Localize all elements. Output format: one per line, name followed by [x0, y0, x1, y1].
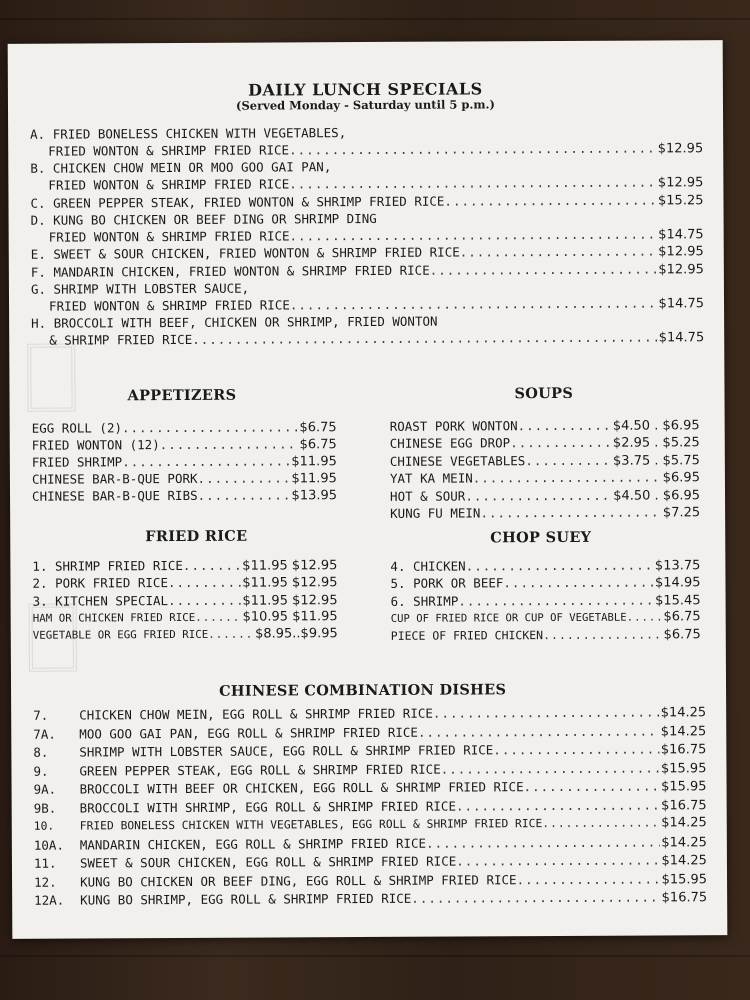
- item-name: CHINESE VEGETABLES: [389, 452, 526, 469]
- item-number: 7A.: [33, 726, 56, 742]
- wood-grain: [0, 955, 750, 957]
- item-price: $6.75: [663, 609, 701, 625]
- item-price: $11.95 $12.95: [242, 592, 338, 609]
- item-name: HAM OR CHICKEN FRIED RICE: [32, 610, 196, 625]
- dot-leader: [542, 814, 659, 832]
- item-number: 9B.: [33, 800, 57, 816]
- item-price: $12.95: [658, 244, 704, 260]
- item-price: $14.25: [660, 723, 707, 739]
- menu-item-row: [34, 888, 707, 910]
- item-name: BROCCOLI WITH BEEF OR CHICKEN, EGG ROLL & SHRIMP FRIED RICE: [79, 779, 524, 797]
- menu-page: [8, 40, 728, 939]
- item-price: $16.75: [661, 797, 707, 813]
- dot-leader: [444, 191, 656, 209]
- item-name: G. SHRIMP WITH LOBSTER SAUCE,: [30, 280, 250, 297]
- item-price: $2.95 . $5.25: [612, 435, 700, 452]
- item-name: 2. PORK FRIED RICE: [32, 575, 168, 592]
- item-price: $14.25: [661, 853, 707, 869]
- item-name: SWEET & SOUR CHICKEN, EGG ROLL & SHRIMP FRIED RICE: [79, 853, 457, 871]
- item-price: $12.95: [657, 175, 704, 191]
- item-name: FRIED WONTON (12): [31, 437, 160, 453]
- dot-leader: [510, 434, 611, 452]
- dot-leader: [289, 225, 656, 244]
- item-price: $14.25: [660, 705, 707, 721]
- item-name: 1. SHRIMP FRIED RICE: [32, 557, 183, 574]
- item-name: PIECE OF FRIED CHICKEN: [390, 627, 544, 643]
- dot-leader: [168, 574, 241, 591]
- item-name: SHRIMP WITH LOBSTER SAUCE, EGG ROLL & SHRIMP FRIED RICE: [79, 742, 494, 760]
- item-name: FRIED WONTON & SHRIMP FRIED RICE: [48, 228, 290, 245]
- item-name: FRIED SHRIMP: [31, 454, 123, 470]
- menu-item-row: [32, 486, 337, 506]
- dot-leader: [627, 610, 662, 627]
- dot-leader: [426, 833, 659, 851]
- dot-leader: [195, 609, 240, 626]
- item-price: $4.50 . $6.95: [612, 418, 700, 434]
- dot-leader: [289, 139, 656, 158]
- item-price: $11.95: [291, 454, 337, 470]
- dot-leader: [516, 870, 659, 888]
- soups-heading: SOUPS: [514, 384, 574, 403]
- dot-leader: [433, 703, 659, 721]
- item-name: FRIED BONELESS CHICKEN WITH VEGETABLES, EGG ROLL & SHRIMP FRIED RICE: [79, 817, 543, 833]
- item-name: CHICKEN CHOW MEIN, EGG ROLL & SHRIMP FRIED RICE: [79, 705, 433, 723]
- dot-leader: [543, 626, 662, 644]
- item-name: A. FRIED BONELESS CHICKEN WITH VEGETABLES,: [30, 125, 347, 142]
- menu-item-row: [34, 814, 707, 835]
- item-name: CHINESE EGG DROP: [389, 435, 511, 452]
- item-price: $11.95 $12.95: [242, 558, 338, 574]
- menu-item-row: [49, 328, 704, 349]
- item-price: $15.45: [655, 593, 701, 609]
- item-price: $13.75: [654, 558, 701, 574]
- item-price: $6.75: [299, 437, 337, 453]
- item-name: 6. SHRIMP: [390, 593, 459, 609]
- item-name: KUNG BO SHRIMP, EGG ROLL & SHRIMP FRIED RICE: [80, 890, 412, 908]
- page-subtitle: (Served Monday - Saturday until 5 p.m.): [235, 97, 496, 113]
- wood-grain: [0, 18, 750, 20]
- item-price: $14.75: [658, 227, 704, 243]
- item-name: FRIED WONTON & SHRIMP FRIED RICE: [48, 297, 290, 314]
- dot-leader: [480, 503, 661, 521]
- dot-leader: [518, 417, 611, 434]
- item-price: $3.75 . $5.75: [612, 453, 700, 469]
- item-price: $14.75: [658, 296, 705, 312]
- decorative-border: [27, 344, 75, 412]
- item-name: 4. CHICKEN: [390, 558, 466, 574]
- item-price: $15.25: [657, 192, 704, 209]
- item-number: 12A.: [34, 892, 65, 908]
- item-name: CUP OF FRIED RICE OR CUP OF VEGETABLE: [390, 611, 627, 626]
- dot-leader: [198, 486, 290, 503]
- item-name: D. KUNG BO CHICKEN OR BEEF DING OR SHRIMP DING: [30, 210, 377, 228]
- item-price: $12.95: [657, 141, 704, 157]
- item-price: $4.50 . $6.95: [613, 487, 701, 504]
- item-name: FRIED WONTON & SHRIMP FRIED RICE: [48, 176, 290, 193]
- item-price: $14.75: [658, 330, 705, 346]
- item-name: GREEN PEPPER STEAK, EGG ROLL & SHRIMP FRIED RICE: [79, 761, 441, 779]
- item-name: B. CHICKEN CHOW MEIN OR MOO GOO GAI PAN,: [30, 159, 332, 177]
- chop-suey-heading: CHOP SUEY: [490, 528, 592, 547]
- dot-leader: [525, 452, 611, 469]
- dot-leader: [503, 574, 653, 592]
- item-name: FRIED WONTON & SHRIMP FRIED RICE: [48, 142, 290, 159]
- dot-leader: [456, 851, 659, 869]
- dot-leader: [192, 329, 657, 348]
- item-name: YAT KA MEIN: [389, 470, 473, 487]
- item-name: C. GREEN PEPPER STEAK, FRIED WONTON & SHRIMP FRIED RICE: [30, 193, 445, 211]
- item-number: 9A.: [33, 781, 57, 797]
- item-price: $7.25: [662, 505, 701, 521]
- dot-leader: [290, 294, 657, 313]
- item-name: KUNG BO CHICKEN OR BEEF DING, EGG ROLL & SHRIMP FRIED RICE: [80, 871, 517, 890]
- item-price: $6.75: [299, 420, 337, 436]
- item-name: VEGETABLE OR EGG FRIED RICE: [32, 628, 209, 642]
- item-name: ROAST PORK WONTON: [389, 418, 518, 434]
- item-price: $16.75: [661, 890, 708, 906]
- dot-leader: [456, 796, 659, 814]
- item-price: $6.75: [663, 626, 701, 643]
- item-price: $15.95: [660, 760, 707, 776]
- item-name: MOO GOO GAI PAN, EGG ROLL & SHRIMP FRIED RICE: [79, 724, 418, 742]
- item-price: $6.95: [662, 470, 700, 486]
- dot-leader: [168, 591, 241, 608]
- item-number: 10A.: [33, 837, 65, 853]
- page-title: DAILY LUNCH SPECIALS: [248, 79, 483, 100]
- item-name: 5. PORK OR BEEF: [390, 575, 504, 592]
- dot-leader: [430, 260, 657, 278]
- menu-item-row: [31, 260, 704, 282]
- dot-leader: [465, 486, 611, 504]
- item-price: $14.95: [654, 575, 701, 591]
- item-number: 9.: [33, 763, 49, 779]
- combinations-heading: CHINESE COMBINATION DISHES: [219, 681, 507, 700]
- item-name: HOT & SOUR: [389, 488, 466, 504]
- item-price: $16.75: [660, 742, 707, 758]
- dot-leader: [524, 777, 660, 795]
- item-price: $11.95 $12.95: [242, 575, 338, 591]
- menu-item-row: [391, 626, 701, 645]
- dot-leader: [493, 740, 659, 758]
- dot-leader: [460, 243, 657, 261]
- item-price: $14.25: [661, 815, 707, 831]
- item-name: 3. KITCHEN SPECIAL: [32, 592, 169, 609]
- menu-item-row: [33, 608, 338, 627]
- item-name: CHINESE BAR-B-QUE PORK: [31, 470, 198, 487]
- dot-leader: [466, 557, 653, 575]
- dot-leader: [122, 452, 289, 470]
- dot-leader: [122, 418, 298, 436]
- item-name: H. BROCCOLI WITH BEEF, CHICKEN OR SHRIMP, FRIED WONTON: [31, 313, 438, 331]
- item-price: $14.25: [661, 834, 707, 850]
- item-price: $11.95: [291, 471, 337, 487]
- item-price: $8.95..$9.95: [255, 626, 338, 642]
- dot-leader: [160, 435, 298, 453]
- dot-leader: [411, 888, 659, 906]
- item-number: 10.: [33, 819, 55, 833]
- item-name: CHINESE BAR-B-QUE RIBS: [31, 487, 198, 504]
- item-name: EGG ROLL (2): [31, 420, 123, 436]
- item-price: $13.95: [291, 488, 338, 504]
- item-name: KUNG FU MEIN: [390, 505, 481, 521]
- menu-item-row: [390, 503, 700, 523]
- dot-leader: [473, 469, 661, 487]
- dot-leader: [441, 759, 659, 777]
- item-price: $12.95: [658, 261, 704, 277]
- item-number: 12.: [34, 874, 57, 890]
- item-name: & SHRIMP FRIED RICE: [49, 332, 193, 348]
- item-price: $10.95 $11.95: [242, 609, 338, 625]
- item-name: MANDARIN CHICKEN, EGG ROLL & SHRIMP FRIED RICE: [79, 835, 427, 853]
- dot-leader: [418, 722, 659, 740]
- item-number: 7.: [33, 707, 49, 723]
- menu-item-row: [33, 625, 338, 644]
- item-price: $15.95: [661, 779, 707, 795]
- dot-leader: [208, 626, 253, 643]
- item-price: $15.95: [661, 871, 708, 887]
- item-name: E. SWEET & SOUR CHICKEN, FRIED WONTON & SHRIMP FRIED RICE: [30, 244, 460, 262]
- item-name: F. MANDARIN CHICKEN, FRIED WONTON & SHRIMP FRIED RICE: [30, 262, 430, 280]
- item-number: 11.: [33, 855, 57, 871]
- dot-leader: [183, 557, 240, 574]
- fried-rice-heading: FRIED RICE: [145, 527, 248, 546]
- dot-leader: [289, 174, 656, 193]
- dot-leader: [458, 591, 653, 609]
- appetizers-heading: APPETIZERS: [127, 386, 237, 405]
- item-name: BROCCOLI WITH SHRIMP, EGG ROLL & SHRIMP FRIED RICE: [79, 798, 456, 816]
- item-number: 8.: [33, 744, 49, 760]
- menu-item-row: [48, 139, 703, 160]
- dot-leader: [197, 469, 289, 486]
